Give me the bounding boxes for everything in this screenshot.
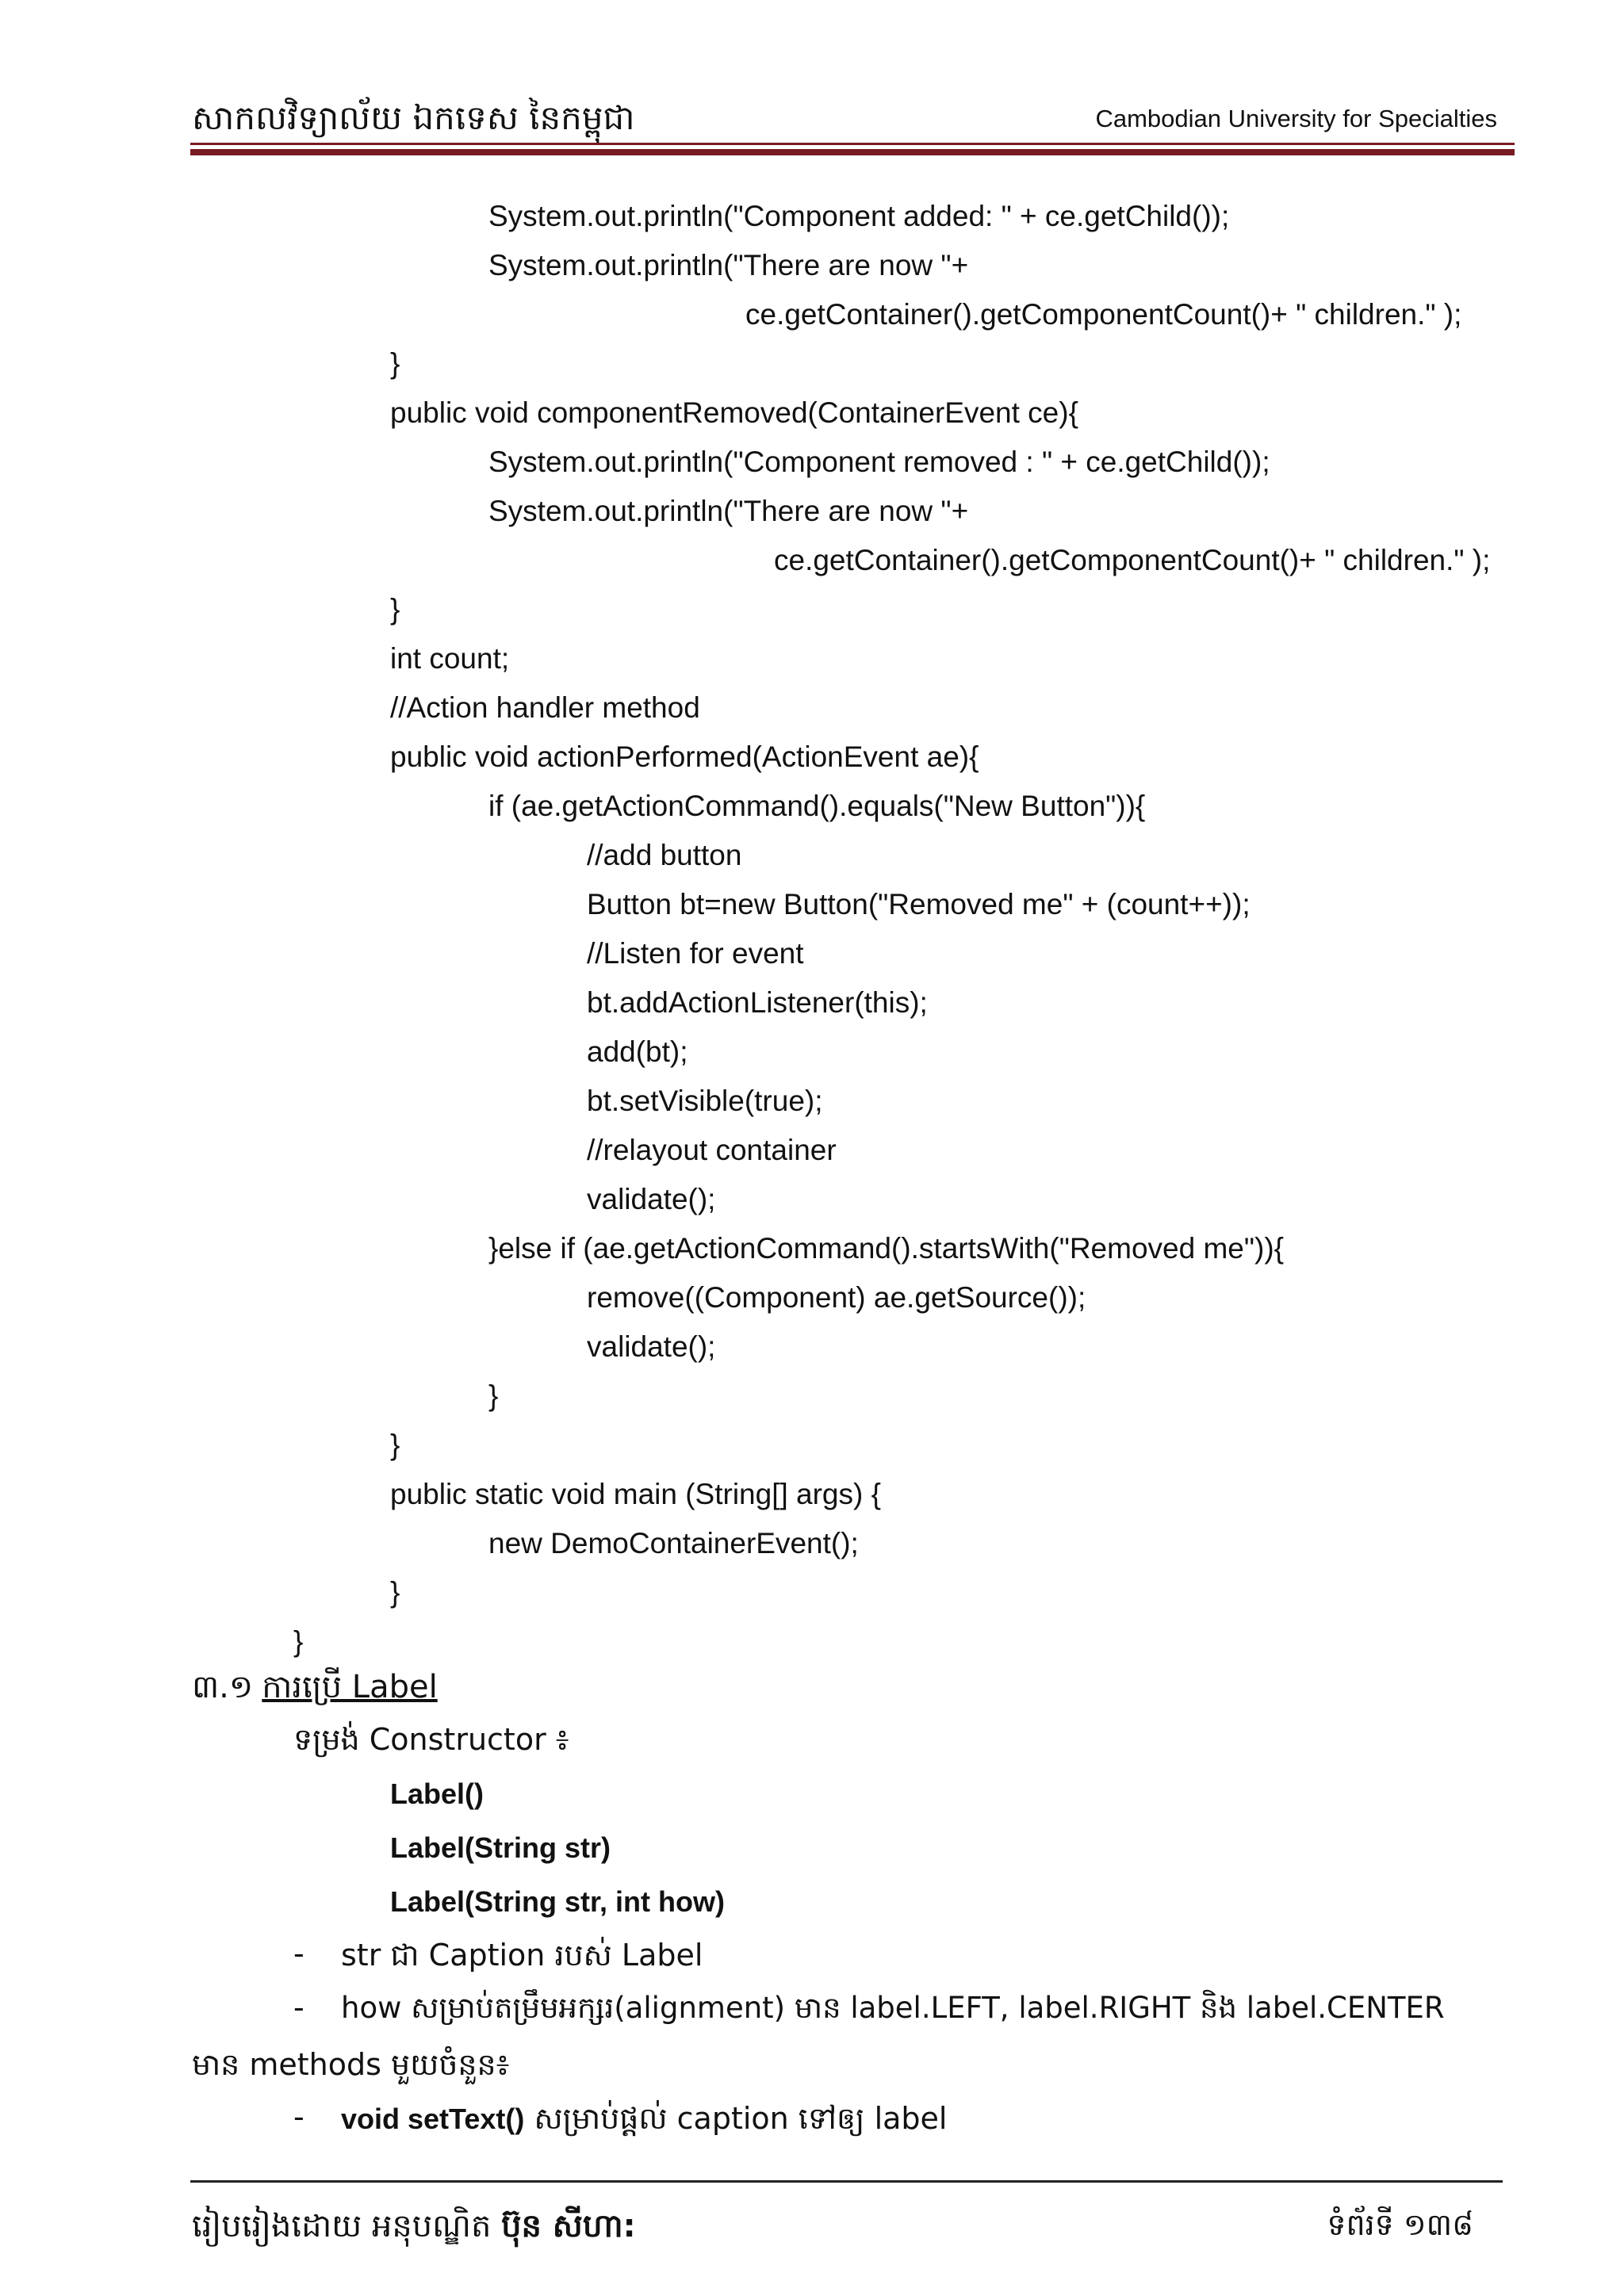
method-description: សម្រាប់ផ្តល់ caption ទៅឲ្យ label bbox=[524, 2101, 948, 2136]
code-line-16: //Listen for event bbox=[587, 937, 804, 970]
header-rule-thin bbox=[190, 143, 1515, 145]
code-line-2: System.out.println("There are now "+ bbox=[488, 249, 969, 281]
header-university-english: Cambodian University for Specialties bbox=[1095, 105, 1497, 132]
header-university-khmer: សាកលវិទ្យាល័យ ឯកទេស នៃកម្ពុជា bbox=[192, 98, 635, 137]
code-line-11: //Action handler method bbox=[390, 691, 700, 724]
methods-intro: មាន methods មួយចំនួន៖ bbox=[192, 2047, 510, 2082]
code-line-22: }else if (ae.getActionCommand().startsWith("Removed me")){ bbox=[488, 1232, 1284, 1265]
code-line-20: //relayout container bbox=[587, 1134, 837, 1166]
section-heading bbox=[192, 1667, 438, 1713]
code-line-24: validate(); bbox=[587, 1330, 716, 1363]
section-title: ការប្រើ Label bbox=[262, 1669, 438, 1705]
code-line-18: add(bt); bbox=[587, 1035, 688, 1068]
footer-page-number: ទំព័រទី ១៣៨ bbox=[1327, 2207, 1473, 2242]
code-line-29: } bbox=[390, 1576, 400, 1609]
code-line-27: public static void main (String[] args) { bbox=[390, 1478, 881, 1510]
constructor-intro: ទម្រង់ Constructor ៖ bbox=[293, 1722, 569, 1757]
code-line-30: } bbox=[293, 1625, 304, 1658]
code-line-4: } bbox=[390, 347, 400, 380]
method-bullet bbox=[341, 2099, 947, 2144]
code-line-8: ce.getContainer().getComponentCount()+ " children." ); bbox=[774, 544, 1491, 576]
footer-author-prefix: រៀបរៀងដោយ អនុបណ្ឌិត bbox=[192, 2208, 502, 2244]
code-line-1: System.out.println("Component added: " + ce.getChild()); bbox=[488, 200, 1230, 232]
footer-author bbox=[192, 2206, 636, 2252]
bullet-text-1: str ជា Caption របស់ Label bbox=[341, 1938, 703, 1973]
code-line-28: new DemoContainerEvent(); bbox=[488, 1527, 859, 1559]
bullet-text-2: how សម្រាប់តម្រឹមអក្សរ(alignment) មាន label.LEFT, label.RIGHT និង label.CENTER bbox=[341, 1991, 1445, 2025]
footer-rule bbox=[190, 2180, 1503, 2183]
bullet-dash-3: - bbox=[293, 2099, 304, 2134]
code-line-10: int count; bbox=[390, 642, 510, 675]
footer-author-name: ប៊ុន សីហា: bbox=[501, 2208, 636, 2244]
constructor-3: Label(String str, int how) bbox=[390, 1885, 725, 1918]
section-number: ៣.១ bbox=[192, 1669, 254, 1705]
constructor-1: Label() bbox=[390, 1777, 485, 1810]
code-line-5: public void componentRemoved(ContainerEvent ce){ bbox=[390, 396, 1078, 429]
code-line-14: //add button bbox=[587, 839, 742, 871]
code-line-9: } bbox=[390, 593, 400, 626]
bullet-dash-1: - bbox=[293, 1936, 304, 1971]
code-line-15: Button bt=new Button("Removed me" + (count++)); bbox=[587, 888, 1251, 920]
code-line-21: validate(); bbox=[587, 1183, 716, 1215]
constructor-2: Label(String str) bbox=[390, 1831, 611, 1864]
code-line-7: System.out.println("There are now "+ bbox=[488, 495, 969, 527]
header-rule-thick bbox=[190, 149, 1515, 155]
code-line-12: public void actionPerformed(ActionEvent ae){ bbox=[390, 740, 979, 773]
code-line-23: remove((Component) ae.getSource()); bbox=[587, 1281, 1086, 1314]
code-line-3: ce.getContainer().getComponentCount()+ " children." ); bbox=[745, 298, 1462, 331]
code-line-26: } bbox=[390, 1429, 400, 1461]
bullet-dash-2: - bbox=[293, 1990, 304, 2025]
code-line-25: } bbox=[488, 1380, 499, 1412]
method-name: void setText() bbox=[341, 2103, 525, 2135]
code-line-13: if (ae.getActionCommand().equals("New Button")){ bbox=[488, 790, 1146, 822]
code-line-17: bt.addActionListener(this); bbox=[587, 986, 928, 1019]
code-line-6: System.out.println("Component removed : " + ce.getChild()); bbox=[488, 446, 1270, 478]
code-line-19: bt.setVisible(true); bbox=[587, 1085, 823, 1117]
